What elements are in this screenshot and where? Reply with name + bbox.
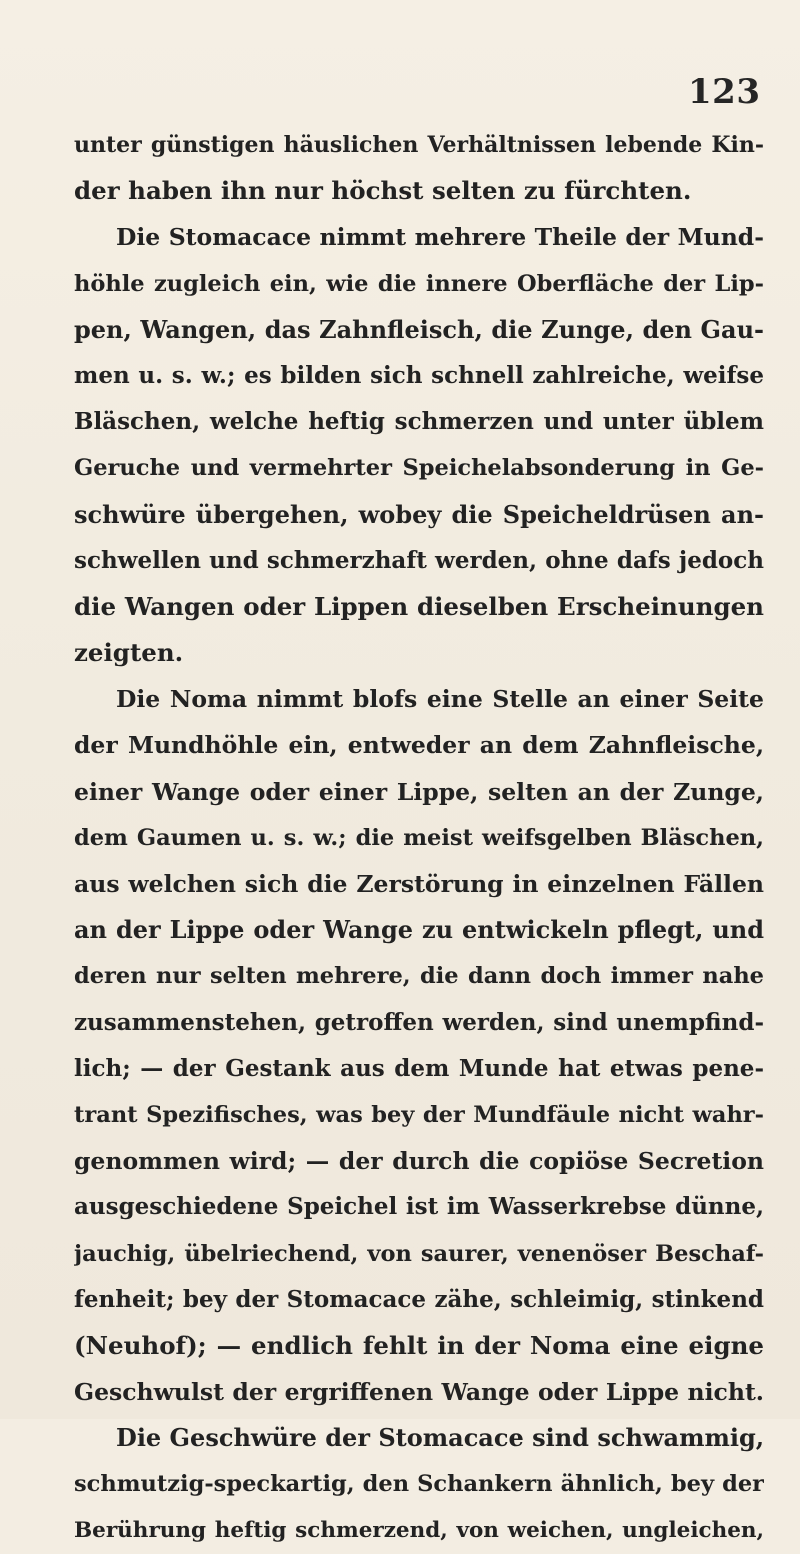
text-line: Die Geschwüre der Stomacace sind schwammig, [116, 1423, 764, 1453]
text-line: unter günstigen häuslichen Verhältnissen lebende Kin- [74, 132, 764, 158]
text-line: die Wangen oder Lippen dieselben Erscheinungen [74, 591, 764, 621]
text-line: Die Stomacace nimmt mehrere Theile der Mund- [116, 223, 764, 252]
text-line: aus welchen sich die Zerstörung in einzelnen Fällen [74, 870, 764, 898]
text-line: schwüre übergehen, wobey die Speicheldrüsen an- [74, 499, 764, 529]
text-line: trant Spezifisches, was bey der Mundfäule nicht wahr- [74, 1101, 764, 1128]
text-line: men u. s. w.; es bilden sich schnell zahlreiche, weifse [74, 361, 764, 389]
text-line: schwellen und schmerzhaft werden, ohne dafs jedoch [74, 546, 764, 574]
text-line: (Neuhof); — endlich fehlt in der Noma eine eigne [74, 1330, 764, 1360]
text-line: Bläschen, welche heftig schmerzen und unter üblem [74, 408, 764, 436]
text-line: genommen wird; — der durch die copiöse Secretion [74, 1147, 764, 1176]
text-line: Die Noma nimmt blofs eine Stelle an einer Seite [116, 685, 764, 714]
text-line: Geschwulst der ergriffenen Wange oder Lippe nicht. [74, 1378, 764, 1407]
text-line: der Mundhöhle ein, entweder an dem Zahnfleische, [74, 731, 764, 760]
text-line: ausgeschiedene Speichel ist im Wasserkrebse dünne, [74, 1193, 764, 1221]
text-line: lich; — der Gestank aus dem Munde hat etwas pene- [74, 1054, 764, 1082]
text-line: schmutzig-speckartig, den Schankern ähnlich, bey der [74, 1471, 764, 1498]
page-number: 123 [688, 72, 761, 112]
text-line: dem Gaumen u. s. w.; die meist weifsgelben Bläschen, [74, 824, 764, 851]
text-line: höhle zugleich ein, wie die innere Oberfläche der Lip- [74, 270, 764, 297]
body-text [74, 122, 764, 1554]
text-line: fenheit; bey der Stomacace zähe, schleimig, stinkend [74, 1285, 764, 1313]
text-line: der haben ihn nur höchst selten zu fürchten. [74, 176, 692, 206]
text-line: jauchig, übelriechend, von saurer, venenöser Beschaf- [74, 1240, 764, 1267]
text-line: Berührung heftig schmerzend, von weichen, ungleichen, [74, 1517, 764, 1543]
text-line: an der Lippe oder Wange zu entwickeln pflegt, und [74, 915, 764, 945]
text-line: einer Wange oder einer Lippe, selten an der Zunge, [74, 777, 764, 806]
text-line: deren nur selten mehrere, die dann doch immer nahe [74, 963, 764, 990]
text-line: pen, Wangen, das Zahnfleisch, die Zunge, den Gau- [74, 314, 764, 344]
text-line: zusammenstehen, getroffen werden, sind unempfind- [74, 1008, 764, 1036]
text-line: zeigten. [74, 638, 184, 668]
text-line: Geruche und vermehrter Speichelabsonderung in Ge- [74, 455, 764, 482]
